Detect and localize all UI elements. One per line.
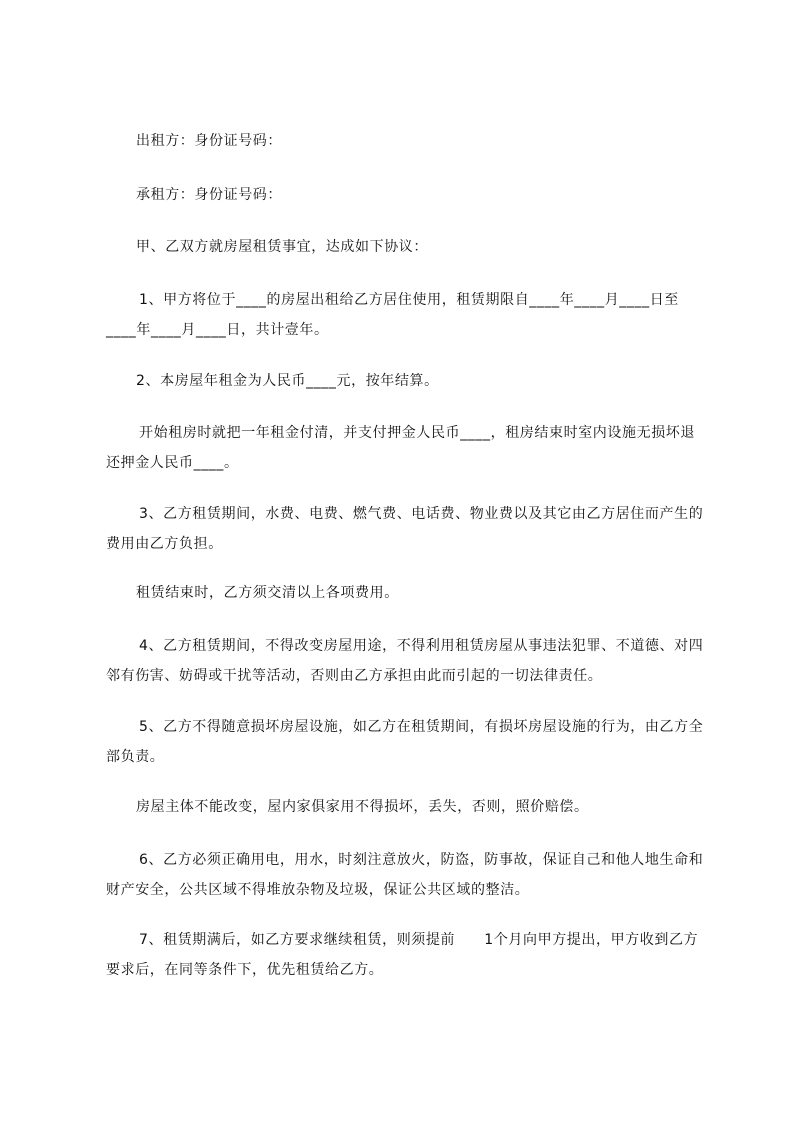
agreement-preamble: 甲、乙双方就房屋租赁事宜，达成如下协议： xyxy=(136,239,428,255)
clause-5-compensation: 房屋主体不能改变，屋内家俱家用不得损坏，丢失，否则，照价赔偿。 xyxy=(136,799,589,815)
lessee-line: 承租方：身份证号码： xyxy=(136,187,282,203)
lessor-line: 出租方：身份证号码： xyxy=(136,133,282,149)
clause-2-deposit: 开始租房时就把一年租金付清，并支付押金人民币____，租房结束时室内设施无损坏退还押金人民币____。 xyxy=(106,425,695,471)
clause-5-damage: 5、乙方不得随意损坏房屋设施，如乙方在租赁期间，有损坏房屋设施的行为，由乙方全部负责。 xyxy=(106,719,704,765)
clause-2-rent: 2、本房屋年租金为人民币____元，按年结算。 xyxy=(136,373,439,389)
clause-7-renewal: 7、租赁期满后，如乙方要求继续租赁，则须提前 1个月向甲方提出，甲方收到乙方要求后，在同等条件下，优先租赁给乙方。 xyxy=(106,932,699,978)
clause-4-usage: 4、乙方租赁期间，不得改变房屋用途，不得利用租赁房屋从事违法犯罪、不道德、对四邻有伤害、妨碍或干扰等活动，否则由乙方承担由此而引起的一切法律责任。 xyxy=(106,638,704,684)
clause-1-lease-term: 1、甲方将位于____的房屋出租给乙方居住使用，租赁期限自____年____月____日至____年____月____日，共计壹年。 xyxy=(106,292,679,338)
clause-3-fees: 3、乙方租赁期间，水费、电费、燃气费、电话费、物业费以及其它由乙方居住而产生的费用由乙方负担。 xyxy=(106,506,704,552)
clause-3-settlement: 租赁结束时，乙方须交清以上各项费用。 xyxy=(136,585,399,601)
clause-6-safety: 6、乙方必须正确用电，用水，时刻注意放火，防盗，防事故，保证自己和他人地生命和财产安全，公共区域不得堆放杂物及垃圾，保证公共区域的整洁。 xyxy=(106,852,704,898)
